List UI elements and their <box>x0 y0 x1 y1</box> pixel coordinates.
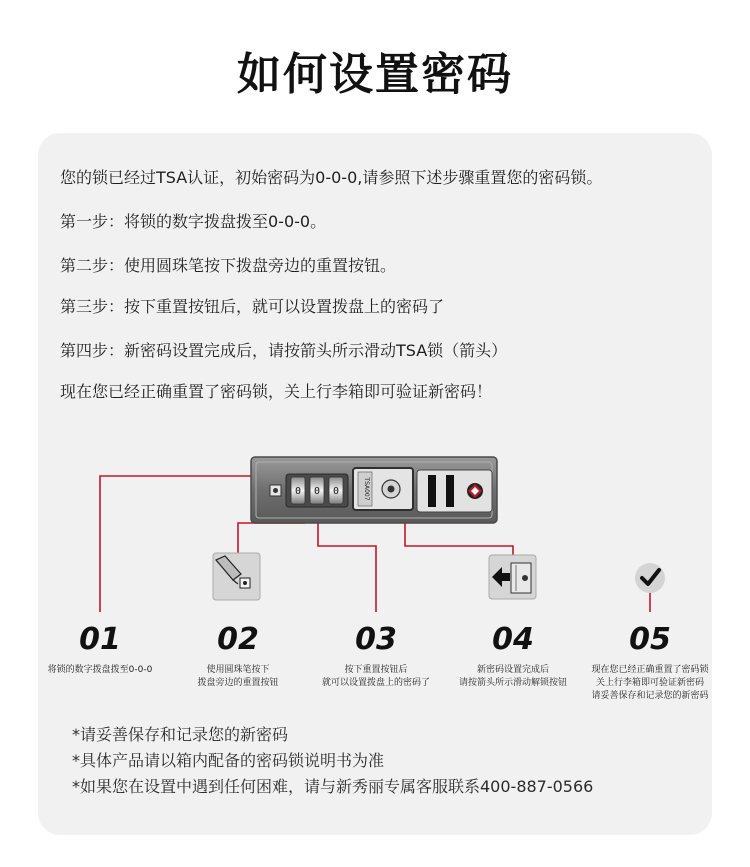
step-number: 03 <box>355 622 397 657</box>
dial-digit: 0 <box>313 486 321 497</box>
pen-press-icon <box>213 553 260 600</box>
tsa-diamond-icon <box>467 483 483 499</box>
step-4-text: 第四步：新密码设置完成后，请按箭头所示滑动TSA锁（箭头） <box>60 341 508 360</box>
tsa-lock-illustration <box>251 457 497 523</box>
dial-digit: 0 <box>332 486 340 497</box>
step-caption: 现在您已经正确重置了密码锁 关上行李箱即可验证新密码 请妥善保存和记录您的新密码 <box>591 665 709 701</box>
step-caption: 使用圆珠笔按下 拨盘旁边的重置按钮 <box>197 665 279 688</box>
tsa-label: TSA007 <box>363 477 370 501</box>
note-line: *请妥善保存和记录您的新密码 <box>72 725 289 744</box>
step-caption: 按下重置按钮后 就可以设置拨盘上的密码了 <box>321 665 430 688</box>
step-caption: 新密码设置完成后 请按箭头所示滑动解锁按钮 <box>458 665 567 688</box>
intro-line: 您的锁已经过TSA认证，初始密码为0-0-0,请参照下述步骤重置您的密码锁。 <box>60 168 603 187</box>
note-line: *如果您在设置中遇到任何困难，请与新秀丽专属客服联系400-887-0566 <box>72 777 594 796</box>
step-number: 02 <box>217 622 259 657</box>
step-caption: 将锁的数字拨盘拨至0-0-0 <box>47 665 153 675</box>
step-number: 01 <box>79 622 121 657</box>
confirm-text: 现在您已经正确重置了密码锁，关上行李箱即可验证新密码！ <box>60 382 493 401</box>
check-icon <box>635 563 665 593</box>
slide-arrow-icon <box>489 555 536 599</box>
page-title: 如何设置密码 <box>237 49 513 100</box>
note-line: *具体产品请以箱内配备的密码锁说明书为准 <box>72 751 385 770</box>
dial-digit: 0 <box>294 486 302 497</box>
step-1-text: 第一步：将锁的数字拨盘拨至0-0-0。 <box>60 212 327 231</box>
step-2-text: 第二步：使用圆珠笔按下拨盘旁边的重置按钮。 <box>60 256 397 275</box>
step-number: 04 <box>492 622 534 657</box>
step-number: 05 <box>629 622 671 657</box>
step-3-text: 第三步：按下重置按钮后，就可以设置拨盘上的密码了 <box>60 297 445 316</box>
